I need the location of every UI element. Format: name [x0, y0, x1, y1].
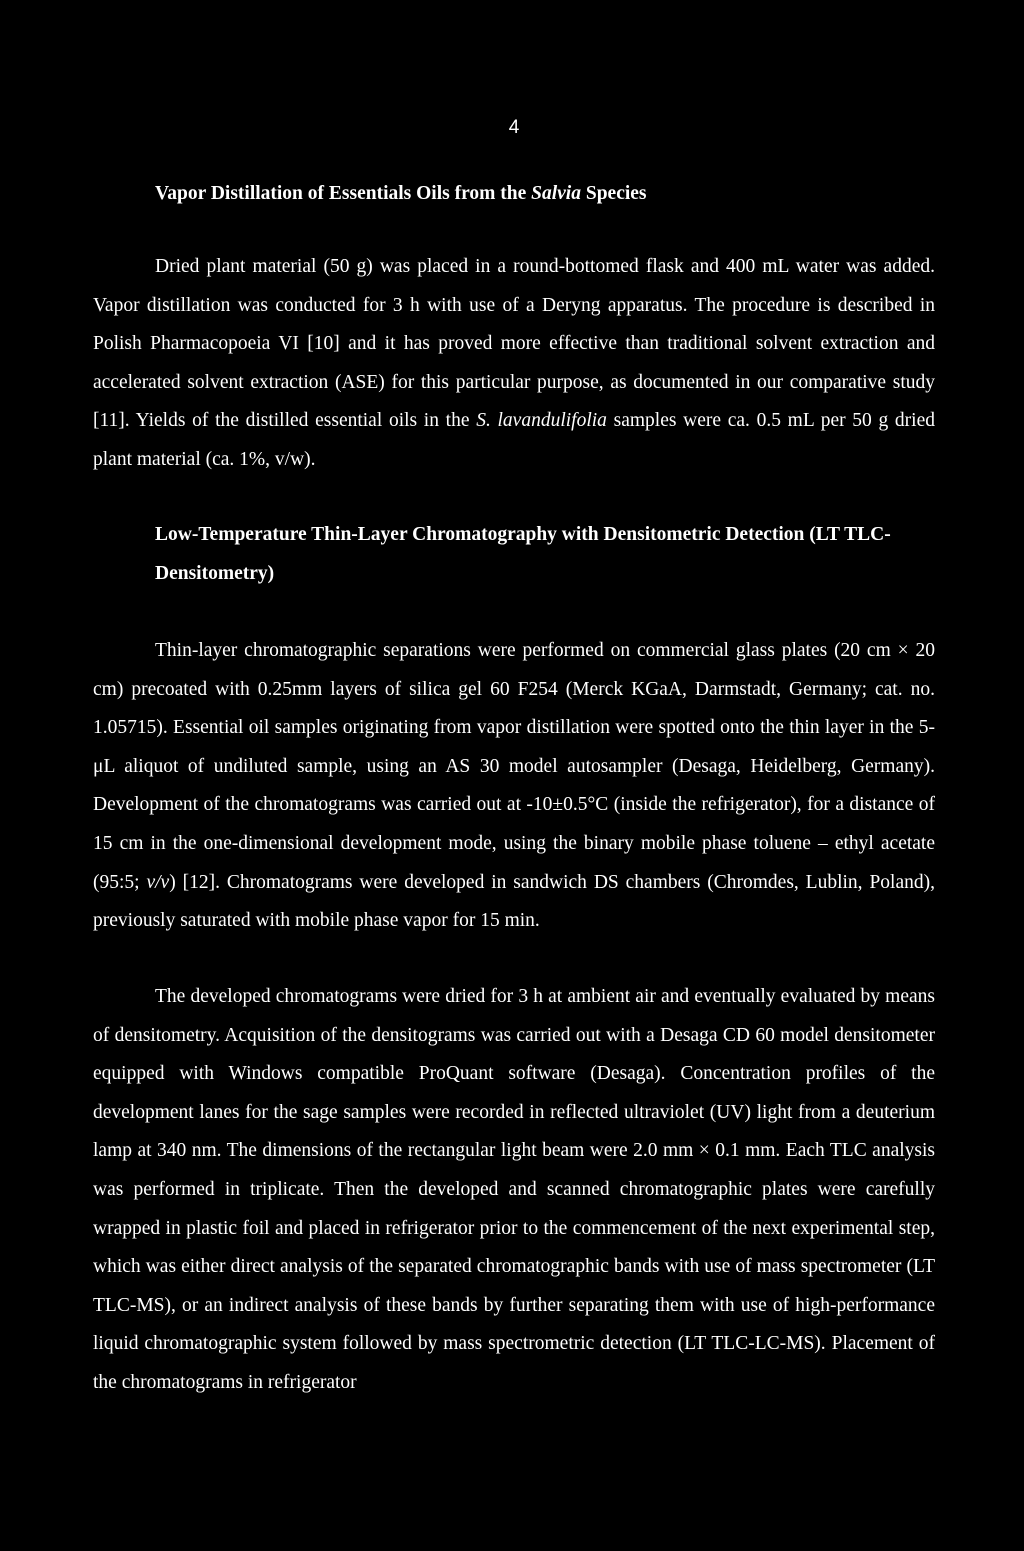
section-heading-vapor-distillation: [155, 175, 935, 214]
paragraph-text-end: ) [12]. Chromatograms were developed in sandwich DS chambers (Chromdes, Lublin, Poland), previously saturated with mobile phase vapor for 15 min.: [93, 871, 935, 932]
paragraph-italic-ratio: v/v: [146, 871, 170, 893]
paragraph-italic-species: S. lavandulifolia: [476, 410, 607, 432]
heading-italic-genus: Salvia: [531, 183, 581, 204]
section-heading-lt-tlc-densitometry: Low-Temperature Thin-Layer Chromatography with Densitometric Detection (LT TLC-Densitometry): [155, 524, 891, 584]
paragraph-vapor-distillation: [93, 248, 935, 480]
heading-text: Vapor Distillation of Essentials Oils from the: [155, 183, 532, 204]
page-number: 4: [508, 117, 520, 138]
heading-text-end: Species: [580, 183, 647, 204]
paragraph-text: Dried plant material (50 g) was placed in a round-bottomed flask and 400 mL water was added. Vapor distillation was conducted for 3 h with use of a Deryng apparatus. The procedure is described in Polish Pharmacopoeia VI [10] and it has proved more effective than traditional solvent extraction and accelerated solvent extraction (ASE) for this particular purpose, as documented in our comparative study [11]. Yields of the distilled essential oils in the: [93, 256, 935, 432]
paragraph-text: Thin-layer chromatographic separations were performed on commercial glass plates (20 cm × 20 cm) precoated with 0.25mm layers of silica gel 60 F254 (Merck KGaA, Darmstadt, Germany; cat. no. 1.05715). Essential oil samples originating from vapor distillation were spotted onto the thin layer in the 5-μL aliquot of undiluted sample, using an AS 30 model autosampler (Desaga, Heidelberg, Germany). Development of the chromatograms was carried out at -10±0.5°C (inside the refrigerator), for a distance of 15 cm in the one-dimensional development mode, using the binary mobile phase toluene – ethyl acetate (95:5;: [93, 640, 935, 893]
paragraph-densitometry: The developed chromatograms were dried for 3 h at ambient air and eventually evaluated by means of densitometry. Acquisition of the densitograms was carried out with a Desaga CD 60 model densitometer equipped with Windows compatible ProQuant software (Desaga). Concentration profiles of the development lanes for the sage samples were recorded in reflected ultraviolet (UV) light from a deuterium lamp at 340 nm. The dimensions of the rectangular light beam were 2.0 mm × 0.1 mm. Each TLC analysis was performed in triplicate. Then the developed and scanned chromatographic plates were carefully wrapped in plastic foil and placed in refrigerator prior to the commencement of the next experimental step, which was either direct analysis of the separated chromatographic bands with use of mass spectrometer (LT TLC-MS), or an indirect analysis of these bands by further separating them with use of high-performance liquid chromatographic system followed by mass spectrometric detection (LT TLC-LC-MS). Placement of the chromatograms in refrigerator: [93, 986, 935, 1393]
paragraph-tlc-separations: [93, 632, 935, 941]
paragraph-text-end: samples were ca. 0.5 mL per 50 g dried plant material (ca. 1%, v/w).: [93, 410, 935, 470]
